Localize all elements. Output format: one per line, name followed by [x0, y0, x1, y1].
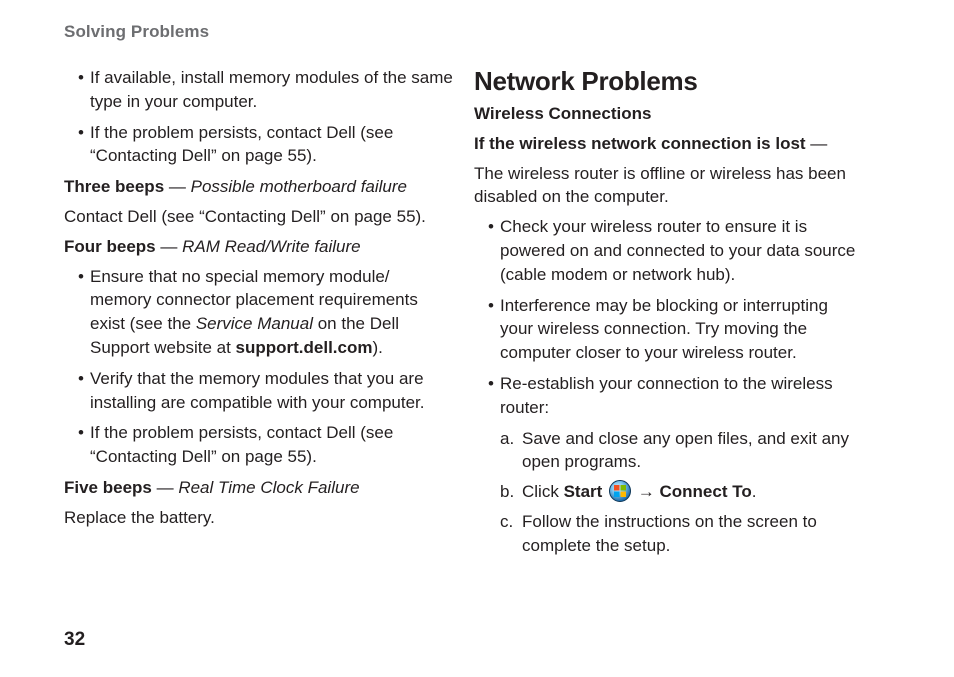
- connection-lost-description: The wireless router is offline or wireless has been disabled on the computer.: [474, 163, 846, 207]
- beep-description: Real Time Clock Failure: [178, 477, 360, 497]
- bullet-glyph: •: [78, 266, 84, 286]
- step-text: [522, 482, 756, 501]
- bullet-text: If the problem persists, contact Dell (see “Contacting Dell” on page 55).: [90, 122, 394, 166]
- bullet-text-mid: on the Dell Support website at: [90, 314, 399, 357]
- windows-start-orb-icon: [609, 480, 631, 502]
- wireless-connections-heading: Wireless Connections: [474, 104, 652, 123]
- section-title: Solving Problems: [64, 22, 210, 41]
- bullet-text-pre: Ensure that no special memory module/ memory connector placement requirements exist (see the: [90, 266, 418, 334]
- bullet-text-post: ).: [372, 337, 383, 357]
- left-column: [64, 66, 454, 536]
- step-a: [474, 427, 864, 475]
- em-dash: —: [805, 133, 828, 153]
- em-dash: —: [155, 236, 183, 256]
- bullet-text: If available, install memory modules of the same type in your computer.: [90, 68, 453, 111]
- connection-lost-heading: [474, 132, 864, 156]
- service-manual-text: Service Manual: [195, 314, 313, 334]
- em-dash: —: [151, 477, 179, 497]
- list-item: [474, 294, 864, 365]
- bullet-text: Re-establish your connection to the wireless router:: [500, 373, 833, 417]
- em-dash: —: [164, 177, 191, 197]
- bullet-text: Interference may be blocking or interrupting your wireless connection. Try moving the computer closer to your wireless router.: [500, 295, 828, 363]
- bullet-glyph: •: [78, 122, 84, 142]
- bullet-glyph: •: [488, 295, 494, 315]
- support-url[interactable]: support.dell.com: [235, 337, 373, 357]
- bullet-text: Check your wireless router to ensure it is powered on and connected to your data source (cable modem or network hub).: [500, 217, 856, 284]
- three-beeps-heading: [64, 175, 454, 199]
- step-c: [474, 510, 864, 558]
- connect-to-label: Connect To: [659, 482, 752, 502]
- bullet-text: [90, 267, 418, 357]
- replace-battery-text: Replace the battery.: [64, 507, 215, 527]
- bullet-text: If the problem persists, contact Dell (see “Contacting Dell” on page 55).: [90, 423, 394, 467]
- step-letter: a.: [500, 428, 515, 448]
- contact-dell-text: Contact Dell (see “Contacting Dell” on page 55).: [64, 206, 426, 226]
- step-letter: c.: [500, 511, 514, 531]
- list-item: [64, 66, 454, 114]
- step-letter: b.: [500, 482, 515, 502]
- beep-label: Three beeps: [64, 177, 165, 197]
- arrow-glyph: →: [633, 482, 660, 502]
- step-text-post: .: [751, 482, 757, 502]
- step-text: Follow the instructions on the screen to complete the setup.: [522, 511, 817, 555]
- list-item: [64, 121, 454, 169]
- list-item: [474, 215, 864, 286]
- bullet-text: Verify that the memory modules that you are installing are compatible with your computer.: [90, 368, 425, 412]
- four-beeps-heading: [64, 235, 454, 259]
- right-column: [474, 66, 864, 564]
- bullet-glyph: •: [78, 68, 84, 87]
- list-item: [64, 421, 454, 469]
- beep-description: Possible motherboard failure: [190, 177, 408, 197]
- five-beeps-heading: [64, 476, 454, 500]
- beep-label: Four beeps: [64, 236, 156, 256]
- list-item: [64, 265, 454, 360]
- connection-lost-label: If the wireless network connection is lost: [474, 133, 806, 153]
- step-text: Save and close any open files, and exit any open programs.: [522, 428, 849, 472]
- page-number: 32: [64, 629, 86, 650]
- list-item: [474, 372, 864, 420]
- network-problems-heading: Network Problems: [474, 66, 698, 96]
- step-b: [474, 480, 864, 504]
- bullet-glyph: •: [488, 217, 494, 237]
- start-label: Start: [563, 482, 603, 502]
- beep-label: Five beeps: [64, 477, 152, 497]
- bullet-glyph: •: [78, 368, 84, 388]
- step-text-pre: Click: [522, 482, 564, 502]
- bullet-glyph: •: [78, 423, 84, 443]
- list-item: [64, 367, 454, 415]
- beep-description: RAM Read/Write failure: [182, 236, 361, 256]
- bullet-glyph: •: [488, 373, 494, 393]
